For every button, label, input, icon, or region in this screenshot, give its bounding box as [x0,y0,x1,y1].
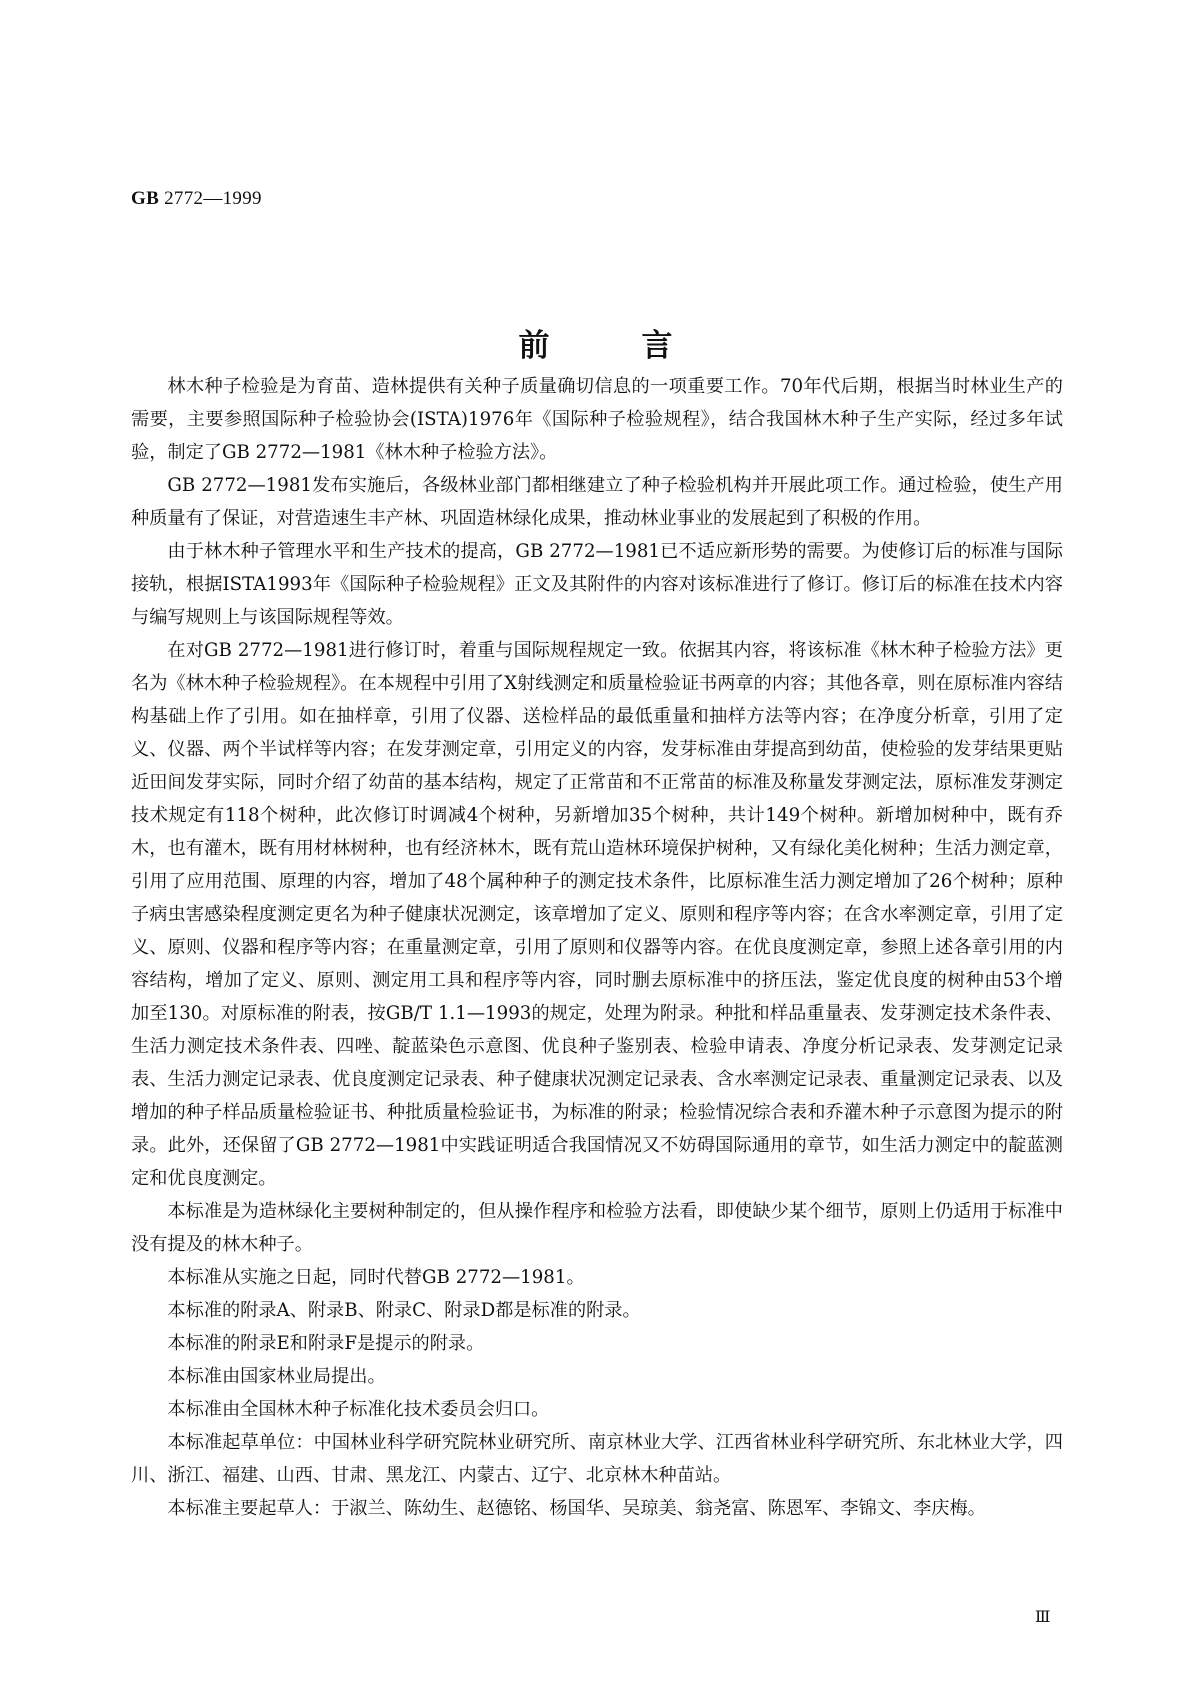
paragraph: 本标准由全国林木种子标准化技术委员会归口。 [167,1399,550,1420]
page-title: 前言 [518,327,765,364]
paragraph: 本标准的附录E和附录F是提示的附录。 [167,1333,485,1354]
paragraph: 本标准是为造林绿化主要树种制定的，但从操作程序和检验方法看，即使缺少某个细节，原则上仍适用于标准中没有提及的林木种子。 [131,1201,1063,1255]
paragraph: GB 2772—1981发布实施后，各级林业部门都相继建立了种子检验机构并开展此项工作。通过检验，使生产用种质量有了保证，对营造速生丰产林、巩固造林绿化成果，推动林业事业的发展起到了积极的作用。 [131,475,1063,529]
paragraph: 本标准的附录A、附录B、附录C、附录D都是标准的附录。 [167,1300,641,1321]
page-number: Ⅲ [1035,1609,1051,1626]
standard-code [131,188,262,210]
paragraph: 本标准主要起草人：于淑兰、陈幼生、赵德铭、杨国华、吴琼美、翁尧富、陈恩军、李锦文、李庆梅。 [167,1498,986,1519]
standard-code-number: 2772—1999 [164,188,262,209]
paragraph: 本标准由国家林业局提出。 [167,1366,386,1387]
paragraph: 由于林木种子管理水平和生产技术的提高，GB 2772—1981已不适应新形势的需要。为使修订后的标准与国际接轨，根据ISTA1993年《国际种子检验规程》正文及其附件的内容对该标准进行了修订。修订后的标准在技术内容与编写规则上与该国际规程等效。 [131,541,1063,628]
paragraph: 本标准从实施之日起，同时代替GB 2772—1981。 [167,1267,585,1288]
standard-code-prefix: GB [131,188,160,209]
paragraph: 在对GB 2772—1981进行修订时，着重与国际规程规定一致。依据其内容，将该标准《林木种子检验方法》更名为《林木种子检验规程》。在本规程中引用了X射线测定和质量检验证书两章的内容；其他各章，则在原标准内容结构基础上作了引用。如在抽样章，引用了仪器、送检样品的最低重量和抽样方法等内容；在净度分析章，引用了定义、仪器、两个半试样等内容；在发芽测定章，引用定义的内容，发芽标准由芽提高到幼苗，使检验的发芽结果更贴近田间发芽实际，同时介绍了幼苗的基本结构，规定了正常苗和不正常苗的标准及称量发芽测定法，原标准发芽测定技术规定有118个树种，此次修订时调减4个树种，另新增加35个树种，共计149个树种。新增加树种中，既有乔木，也有灌木，既有用材林树种，也有经济林木，既有荒山造林环境保护树种，又有绿化美化树种；生活力测定章，引用了应用范围、原理的内容，增加了48个属种种子的测定技术条件，比原标准生活力测定增加了26个树种；原种子病虫害感染程度测定更名为种子健康状况测定，该章增加了定义、原则和程序等内容；在含水率测定章，引用了定义、原则、仪器和程序等内容；在重量测定章，引用了原则和仪器等内容。在优良度测定章，参照上述各章引用的内容结构，增加了定义、原则、测定用工具和程序等内容，同时删去原标准中的挤压法，鉴定优良度的树种由53个增加至130。对原标准的附表，按GB/T 1.1—1993的规定，处理为附录。种批和样品重量表、发芽测定技术条件表、生活力测定技术条件表、四唑、靛蓝染色示意图、优良种子鉴别表、检验申请表、净度分析记录表、发芽测定记录表、生活力测定记录表、优良度测定记录表、种子健康状况测定记录表、含水率测定记录表、重量测定记录表、以及增加的种子样品质量检验证书、种批质量检验证书，为标准的附录；检验情况综合表和乔灌木种子示意图为提示的附录。此外，还保留了GB 2772—1981中实践证明适合我国情况又不妨碍国际通用的章节，如生活力测定中的靛蓝测定和优良度测定。 [131,640,1063,1189]
paragraph: 林木种子检验是为育苗、造林提供有关种子质量确切信息的一项重要工作。70年代后期，根据当时林业生产的需要，主要参照国际种子检验协会(ISTA)1976年《国际种子检验规程》，结合我国林木种子生产实际，经过多年试验，制定了GB 2772—1981《林木种子检验方法》。 [131,376,1063,463]
foreword-body [131,370,1063,1525]
paragraph: 本标准起草单位：中国林业科学研究院林业研究所、南京林业大学、江西省林业科学研究所、东北林业大学，四川、浙江、福建、山西、甘肃、黑龙江、内蒙古、辽宁、北京林木种苗站。 [131,1432,1063,1486]
